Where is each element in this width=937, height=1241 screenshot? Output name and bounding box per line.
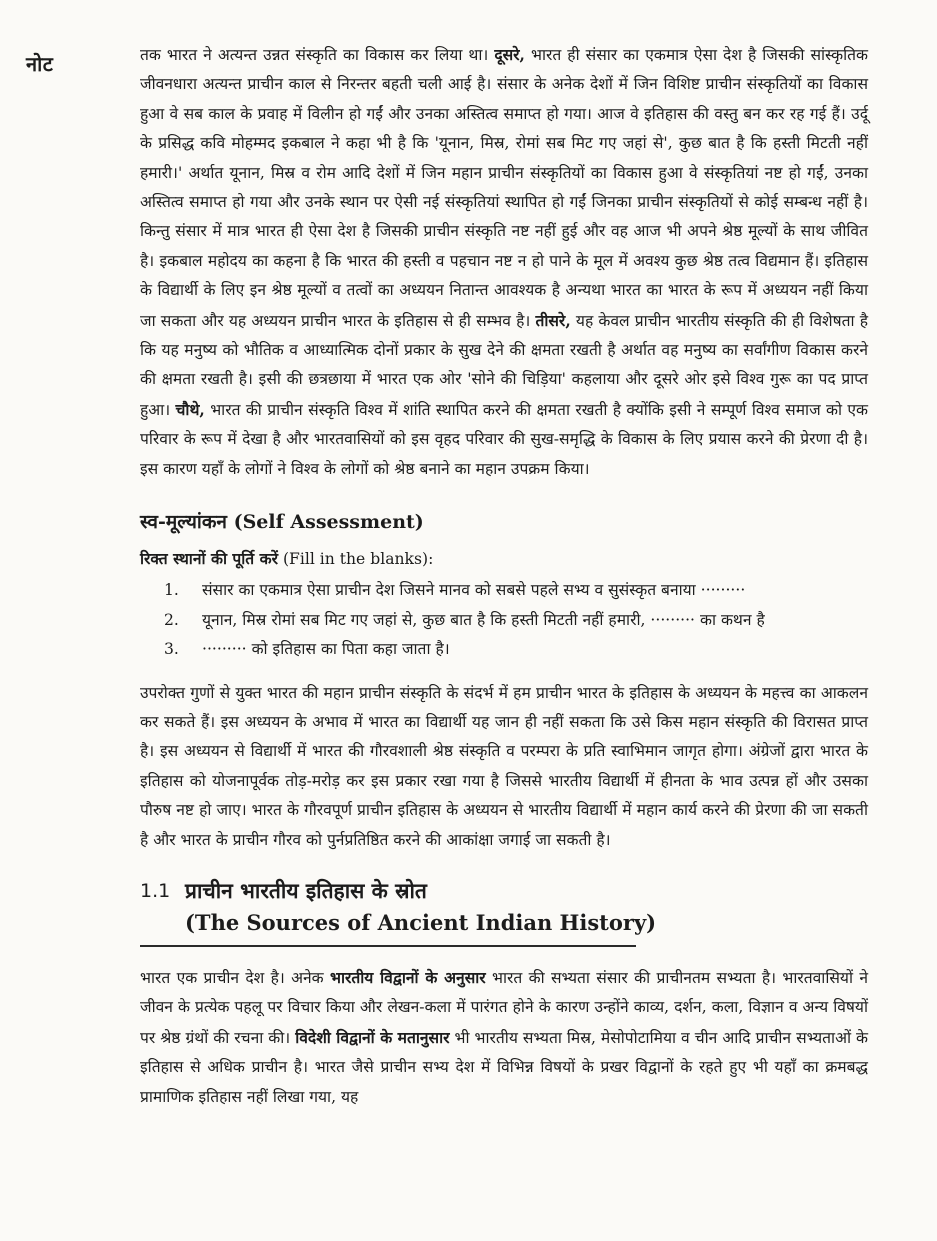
section-underline <box>140 945 636 947</box>
bold-second: दूसरे, <box>494 45 525 64</box>
fill-blanks-heading: रिक्त स्थानों की पूर्ति करें (Fill in the blanks): <box>140 549 434 569</box>
bold-fourth: चौथे, <box>175 399 205 419</box>
paragraph-sources: भारत एक प्राचीन देश है। अनेक भारतीय विद्वानों के अनुसार भारत की सभ्यता संसार की प्राचीनतम सभ्यता है। भारतवासियों ने जीवन के प्रत्येक पहलू पर विचार किया और लेखन-कला में पारंगत होने के कारण उन्होंने काव्य, दर्शन, कला, विज्ञान व अन्य विषयों पर श्रेष्ठ ग्रंथों की रचना की। विदेशी विद्वानों के मतानुसार भी भारतीय सभ्यता मिस्र, मेसोपोटामिया व चीन आदि प्राचीन सभ्यताओं के इतिहास से अधिक प्राचीन है। भारत जैसे प्राचीन सभ्य देश में विभिन्न विषयों के प्रखर विद्वानों के रहते हुए भी यहाँ का क्रमबद्ध प्रामाणिक इतिहास नहीं लिखा गया, यह <box>140 968 869 1106</box>
paragraph-culture: तक भारत ने अत्यन्त उन्नत संस्कृति का विकास कर लिया था। दूसरे, भारत ही संसार का एकमात्र ऐसा देश है जिसकी सांस्कृतिक जीवनधारा अत्यन्त प्राचीन काल से निरन्तर बहती चली आई है। संसार के अनेक देशों में जिन विशिष्ट प्राचीन संस्कृतियों का विकास हुआ वे सब काल के प्रवाह में विलीन हो गईं और उनका अस्तित्व समाप्त हो गया। आज वे इतिहास की वस्तु बन कर रह गई हैं। उर्दू के प्रसिद्ध कवि मोहम्मद इकबाल ने कहा भी है कि 'यूनान, मिस्र, रोमां सब मिट गए जहां से', कुछ बात है कि हस्ती मिटती नहीं हमारी।' अर्थात यूनान, मिस्र व रोम आदि देशों में जिन महान प्राचीन संस्कृतियों का विकास हुआ वे संस्कृतियां नष्ट हो गईं, उनका अस्तित्व समाप्त हो गया और उनके स्थान पर ऐसी नई संस्कृतियां स्थापित हो गईं जिनका प्राचीन संस्कृतियों से कोई सम्बन्ध नहीं है। किन्तु संसार में मात्र भारत ही ऐसा देश है जिसकी प्राचीन संस्कृति नष्ट नहीं हुई और वह आज भी अपने श्रेष्ठ मूल्यों के साथ जीवित है। इकबाल महोदय का कहना है कि भारत की हस्ती व पहचान नष्ट न हो पाने के मूल में अवश्य कुछ श्रेष्ठ तत्व विद्यमान हैं। इतिहास के विद्यार्थी के लिए इन श्रेष्ठ मूल्यों व तत्वों का अध्ययन नितान्त आवश्यक है अन्यथा भारत का भारत के रूप में अध्ययन नहीं किया जा सकता और यह अध्ययन प्राचीन भारत के इतिहास से ही सम्भव है। तीसरे, यह केवल प्राचीन भारतीय संस्कृति की ही विशेषता है कि यह मनुष्य को भौतिक व आध्यात्मिक दोनों प्रकार के सुख देने की क्षमता रखती है अर्थात वह मनुष्य का सर्वांगीण विकास करने की क्षमता रखती है। इसी की छत्रछाया में भारत एक ओर 'सोने की चिड़िया' कहलाया और दूसरे ओर इसे विश्व गुरू का पद प्राप्त हुआ। चौथे, भारत की प्राचीन संस्कृति विश्व में शांति स्थापित करने की क्षमता रखती है क्योंकि इसी ने सम्पूर्ण विश्व समाज को एक परिवार के रूप में देखा है और भारतवासियों को इस वृहद परिवार की सुख-समृद्धि के विकास के लिए प्रयास करने की प्रेरणा दी है। इस कारण यहाँ के लोगों ने विश्व के लोगों को श्रेष्ठ बनाने का महान उपक्रम किया। <box>140 45 869 478</box>
list-item: 2. यूनान, मिस्र रोमां सब मिट गए जहां से, कुछ बात है कि हस्ती मिटती नहीं हमारी, ········· का कथन है <box>164 610 765 629</box>
page-content <box>140 40 868 1112</box>
section-number: 1.1 <box>140 880 171 903</box>
bold-foreign-scholars: विदेशी विद्वानों के मतानुसार <box>295 1027 450 1047</box>
margin-note: नोट <box>26 52 54 76</box>
list-item: 3. ········· को इतिहास का पिता कहा जाता है। <box>164 640 450 659</box>
section-heading <box>140 875 868 939</box>
list-item: 1. संसार का एकमात्र ऐसा प्राचीन देश जिसने मानव को सबसे पहले सभ्य व सुसंस्कृत बनाया ········· <box>164 581 746 600</box>
fill-blanks-list <box>140 576 868 665</box>
section-title-hindi: प्राचीन भारतीय इतिहास के स्रोत <box>185 878 427 904</box>
self-assessment-heading: स्व-मूल्यांकन (Self Assessment) <box>140 511 424 534</box>
paragraph-importance: उपरोक्त गुणों से युक्त भारत की महान प्राचीन संस्कृति के संदर्भ में हम प्राचीन भारत के इतिहास के अध्ययन के महत्त्व का आकलन कर सकते हैं। इस अध्ययन के अभाव में भारत का विद्यार्थी यह जान ही नहीं सकता कि उसे किस महान संस्कृति की विरासत प्राप्त है। इस अध्ययन से विद्यार्थी में भारत की गौरवशाली श्रेष्ठ संस्कृति व परम्परा के प्रति स्वाभिमान जागृत होगा। अंग्रेजों द्वारा भारत के इतिहास को योजनापूर्वक तोड़-मरोड़ कर इस प्रकार रखा गया है जिससे भारतीय विद्यार्थी में हीनता के भाव उत्पन्न हों और उसका पौरुष नष्ट हो जाए। भारत के गौरवपूर्ण प्राचीन इतिहास के अध्ययन से भारतीय विद्यार्थी में महान कार्य करने की प्रेरणा की जा सकती है और भारत के प्राचीन गौरव को पुर्नप्रतिष्ठित करने की आकांक्षा जगाई जा सकती है। <box>140 683 868 849</box>
bold-third: तीसरे, <box>535 310 571 330</box>
bold-indian-scholars: भारतीय विद्वानों के अनुसार <box>329 968 486 988</box>
section-title-english: (The Sources of Ancient Indian History) <box>185 910 657 936</box>
